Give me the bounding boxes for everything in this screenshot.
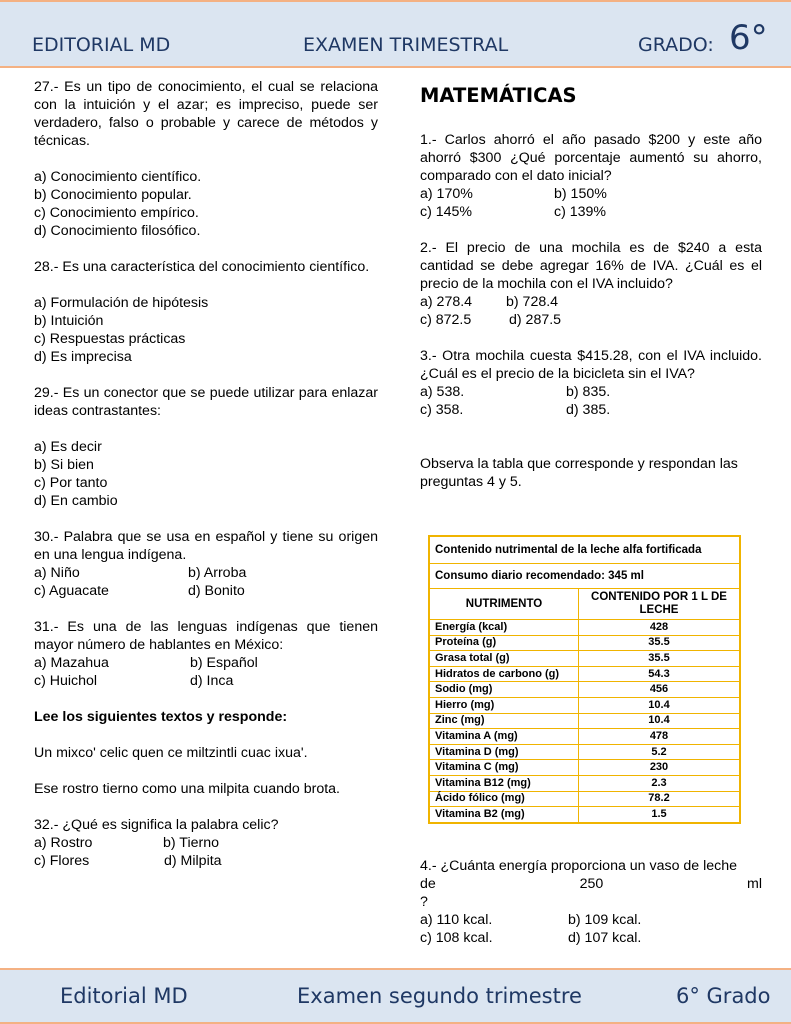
option: c) Conocimiento empírico.: [34, 205, 199, 221]
options-row: [420, 401, 762, 419]
nutrient-value: 2.3: [579, 775, 741, 791]
question-32: 32.- ¿Qué es significa la palabra celic?: [34, 817, 279, 833]
left-column: [34, 78, 378, 870]
options-row: [420, 185, 762, 203]
nutrient-value: 230: [579, 760, 741, 776]
nutrient-name: Zinc (mg): [429, 713, 579, 729]
option: c) 108 kcal.: [420, 930, 493, 946]
question-29: 29.- Es un conector que se puede utilizar para enlazar ideas contrastantes:: [34, 385, 378, 419]
column-header-content: CONTENIDO POR 1 L DE LECHE: [579, 589, 741, 620]
option: a) 278.4: [420, 294, 473, 310]
table-intro: Observa la tabla que corresponde y respondan las preguntas 4 y 5.: [420, 456, 738, 490]
table-row: [429, 635, 740, 651]
question-30: 30.- Palabra que se usa en español y tiene su origen en una lengua indígena.: [34, 529, 378, 563]
nutrient-name: Vitamina B2 (mg): [429, 807, 579, 823]
nutrient-value: 10.4: [579, 697, 741, 713]
option: b) 150%: [554, 186, 607, 202]
option: b) 109 kcal.: [568, 912, 642, 928]
nutrient-name: Energía (kcal): [429, 620, 579, 636]
right-column: [420, 85, 762, 491]
option: c) Por tanto: [34, 475, 108, 491]
table-row: [429, 651, 740, 667]
footer-grade: 6° Grado: [676, 984, 771, 1008]
nutrient-name: Vitamina A (mg): [429, 729, 579, 745]
option: b) Si bien: [34, 457, 94, 473]
question-4-word: de: [420, 876, 436, 892]
option: d) Conocimiento filosófico.: [34, 223, 201, 239]
option: c) 358.: [420, 402, 464, 418]
option: a) Conocimiento científico.: [34, 169, 202, 185]
option: c) Flores: [34, 853, 90, 869]
nutrient-name: Sodio (mg): [429, 682, 579, 698]
question-4-line2: [420, 875, 762, 893]
option: d) 107 kcal.: [568, 930, 642, 946]
option: c) Huichol: [34, 673, 98, 689]
table-row: [429, 791, 740, 807]
footer-exam-title: Examen segundo trimestre: [297, 984, 582, 1008]
nutrient-name: Hierro (mg): [429, 697, 579, 713]
option: d) En cambio: [34, 493, 118, 509]
option: b) Intuición: [34, 313, 104, 329]
header-exam-title: EXAMEN TRIMESTRAL: [303, 34, 509, 56]
nutrient-value: 35.5: [579, 651, 741, 667]
question-4-line3: ?: [420, 894, 428, 910]
nutrient-name: Vitamina D (mg): [429, 744, 579, 760]
option: b) Español: [190, 655, 258, 671]
options-row: [34, 672, 378, 690]
question-4-line1: 4.- ¿Cuánta energía proporciona un vaso de leche: [420, 858, 738, 874]
question-1: 1.- Carlos ahorró el año pasado $200 y este año ahorró $300 ¿Qué porcentaje aumentó su ahorro, comparado con el dato inicial?: [420, 132, 762, 184]
option: a) Niño: [34, 565, 80, 581]
option: a) Es decir: [34, 439, 102, 455]
option: a) 170%: [420, 186, 473, 202]
options-row: [420, 383, 762, 401]
nutrient-name: Vitamina C (mg): [429, 760, 579, 776]
nahuatl-text: Un mixco' celic quen ce miltzintli cuac ixua'.: [34, 745, 308, 761]
subject-title: MATEMÁTICAS: [420, 84, 577, 107]
question-3: 3.- Otra mochila cuesta $415.28, con el IVA incluido. ¿Cuál es el precio de la bicicleta sin el IVA?: [420, 348, 762, 382]
question-4: [420, 857, 762, 947]
option: c) 139%: [554, 204, 607, 220]
nutrient-name: Grasa total (g): [429, 651, 579, 667]
question-31: 31.- Es una de las lenguas indígenas que tienen mayor número de hablantes en México:: [34, 619, 378, 653]
option: d) Milpita: [164, 853, 222, 869]
option: c) Respuestas prácticas: [34, 331, 186, 347]
footer-band: [0, 968, 791, 1024]
nutrient-value: 35.5: [579, 635, 741, 651]
footer-publisher: Editorial MD: [60, 984, 188, 1008]
option: c) 145%: [420, 204, 473, 220]
option: b) Arroba: [188, 565, 247, 581]
nutrient-name: Ácido fólico (mg): [429, 791, 579, 807]
option: b) 835.: [566, 384, 611, 400]
table-row: [429, 807, 740, 823]
options-row: [34, 564, 378, 582]
option: a) Formulación de hipótesis: [34, 295, 209, 311]
nutrient-name: Vitamina B12 (mg): [429, 775, 579, 791]
question-4-word: ml: [747, 876, 762, 892]
option: c) Aguacate: [34, 583, 109, 599]
options-row: [420, 311, 762, 329]
header-publisher: EDITORIAL MD: [32, 34, 171, 56]
question-28: 28.- Es una característica del conocimiento científico.: [34, 259, 370, 275]
option: a) 110 kcal.: [420, 912, 493, 928]
option: b) 728.4: [506, 294, 559, 310]
table-header-row: [429, 589, 740, 620]
nutrient-value: 5.2: [579, 744, 741, 760]
option: c) 872.5: [420, 312, 472, 328]
nutrient-name: Hidratos de carbono (g): [429, 666, 579, 682]
column-header-nutrient: NUTRIMENTO: [429, 589, 579, 620]
nutrient-value: 456: [579, 682, 741, 698]
options-row: [420, 203, 762, 221]
options-row: [420, 293, 762, 311]
nutrient-value: 1.5: [579, 807, 741, 823]
options-row: [34, 654, 378, 672]
nutrient-value: 478: [579, 729, 741, 745]
spanish-text: Ese rostro tierno como una milpita cuando brota.: [34, 781, 340, 797]
table-row: [429, 713, 740, 729]
option: d) Bonito: [188, 583, 245, 599]
question-2: 2.- El precio de una mochila es de $240 a esta cantidad se debe agregar 16% de IVA. ¿Cuál es el precio de la mochila con el IVA incluido?: [420, 240, 762, 292]
options-row: [34, 852, 378, 870]
table-row: [429, 775, 740, 791]
option: d) 287.5: [509, 312, 562, 328]
nutrient-name: Proteína (g): [429, 635, 579, 651]
reading-instruction: Lee los siguientes textos y responde:: [34, 709, 288, 725]
options-row: [420, 929, 762, 947]
option: a) 538.: [420, 384, 465, 400]
option: b) Tierno: [163, 835, 219, 851]
option: d) 385.: [566, 402, 611, 418]
question-27: 27.- Es un tipo de conocimiento, el cual se relaciona con la intuición y el azar; es impreciso, puede ser verdadero, falso o probable y carece de métodos y técnicas.: [34, 79, 378, 149]
nutrient-value: 78.2: [579, 791, 741, 807]
table-row: [429, 729, 740, 745]
table-daily-row: [429, 564, 740, 589]
nutrient-value: 428: [579, 620, 741, 636]
table-row: [429, 697, 740, 713]
table-daily-intake: Consumo diario recomendado: 345 ml: [429, 564, 740, 589]
option: a) Mazahua: [34, 655, 109, 671]
table-row: [429, 666, 740, 682]
table-row: [429, 760, 740, 776]
table-title: Contenido nutrimental de la leche alfa fortificada: [429, 536, 740, 564]
nutrition-table: [428, 535, 741, 824]
question-4-word: 250: [579, 876, 604, 892]
option: d) Es imprecisa: [34, 349, 132, 365]
option: b) Conocimiento popular.: [34, 187, 192, 203]
options-row: [34, 582, 378, 600]
header-band: [0, 0, 791, 68]
option: d) Inca: [190, 673, 234, 689]
table-row: [429, 744, 740, 760]
option: a) Rostro: [34, 835, 93, 851]
table-row: [429, 620, 740, 636]
nutrient-value: 10.4: [579, 713, 741, 729]
header-grade-label: GRADO:: [638, 34, 714, 56]
table-title-row: [429, 536, 740, 564]
header-grade-value: 6°: [729, 18, 768, 58]
options-row: [34, 834, 378, 852]
options-row: [420, 911, 762, 929]
nutrient-value: 54.3: [579, 666, 741, 682]
table-row: [429, 682, 740, 698]
